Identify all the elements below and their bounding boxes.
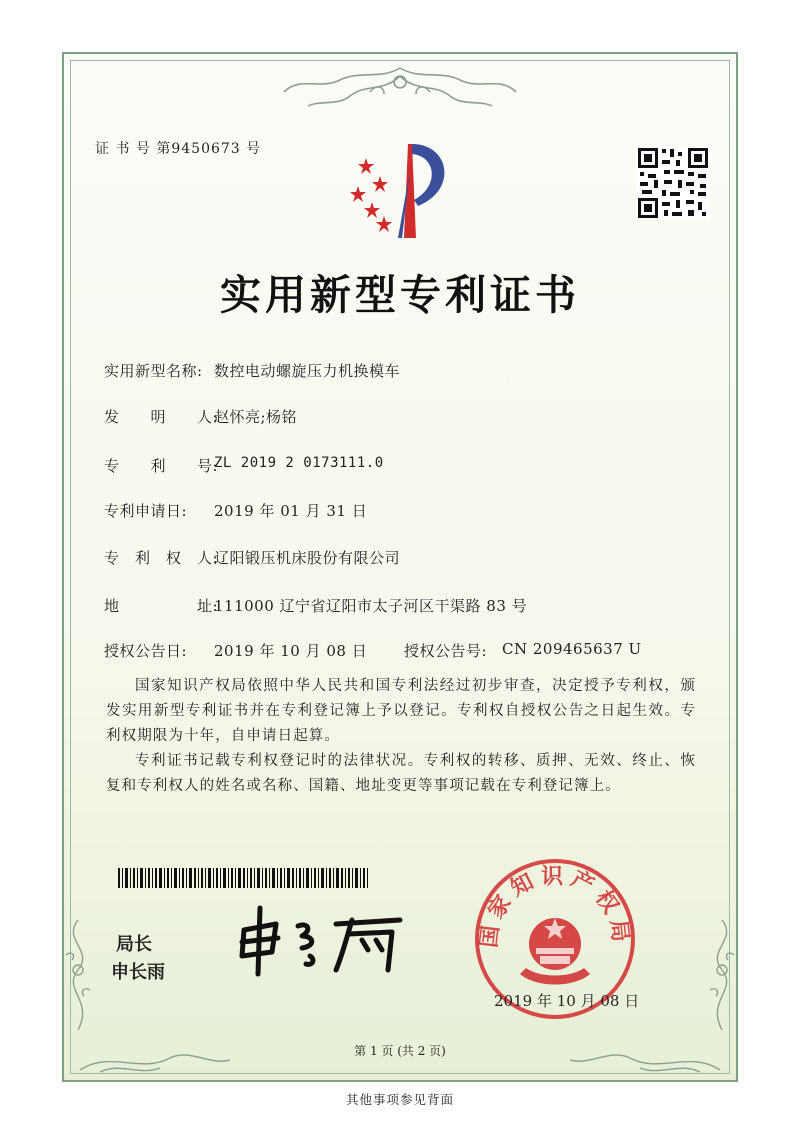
left-ornament-icon xyxy=(58,920,98,1030)
seal-text: 国家知识产权局 xyxy=(475,863,635,950)
grant-date-label: 授权公告日: xyxy=(104,642,188,660)
grant-number-value: CN 209465637 U xyxy=(502,640,642,658)
statement-paragraph-2: 专利证书记载专利权登记时的法律状况。专利权的转移、质押、无效、终止、恢复和专利权人的姓名或名称、国籍、地址变更等事项记载在专利登记簿上。 xyxy=(106,753,696,794)
barcode-icon xyxy=(118,868,368,888)
qr-code-icon xyxy=(636,146,710,220)
address-value: 111000 辽宁省辽阳市太子河区干渠路 83 号 xyxy=(214,597,528,615)
inventor-value: 赵怀亮;杨铭 xyxy=(214,408,298,426)
official-name: 申长雨 xyxy=(111,962,165,983)
grant-number-label: 授权公告号: xyxy=(404,642,488,660)
patentee-label: 专 利 权 人: xyxy=(104,549,219,567)
seal-date: 2019 年 10 月 08 日 xyxy=(494,992,640,1010)
certificate-statement xyxy=(106,674,696,799)
filing-date-value: 2019 年 01 月 31 日 xyxy=(214,502,368,520)
certificate-number: 证 书 号 第9450673 号 xyxy=(95,141,262,157)
signature-icon xyxy=(232,900,412,980)
cnipa-logo-icon xyxy=(340,140,460,240)
back-note: 其他事项参见背面 xyxy=(345,1092,454,1107)
right-ornament-icon xyxy=(702,920,742,1030)
inventor-label: 发 明 人: xyxy=(104,408,219,426)
grant-date-value: 2019 年 10 月 08 日 xyxy=(214,642,368,660)
utility-model-name-label: 实用新型名称: xyxy=(104,362,203,380)
patent-number-value: ZL 2019 2 0173111.0 xyxy=(214,455,384,471)
top-ornament-icon xyxy=(280,62,520,110)
filing-date-label: 专利申请日: xyxy=(104,502,188,520)
utility-model-name-value: 数控电动螺旋压力机换模车 xyxy=(214,362,401,380)
certificate-title: 实用新型专利证书 xyxy=(220,271,580,319)
statement-paragraph-1: 国家知识产权局依照中华人民共和国专利法经过初步审查，决定授予专利权，颁发实用新型专利证书并在专利登记簿上予以登记。专利权自授权公告之日起生效。专利权期限为十年，自申请日起算。 xyxy=(106,678,696,744)
address-label: 地 址: xyxy=(104,597,219,615)
official-title: 局长 xyxy=(116,934,152,955)
patentee-value: 辽阳锻压机床股份有限公司 xyxy=(214,549,401,567)
patent-number-label: 专 利 号: xyxy=(104,457,219,475)
page-indicator: 第 1 页 (共 2 页) xyxy=(354,1044,446,1058)
